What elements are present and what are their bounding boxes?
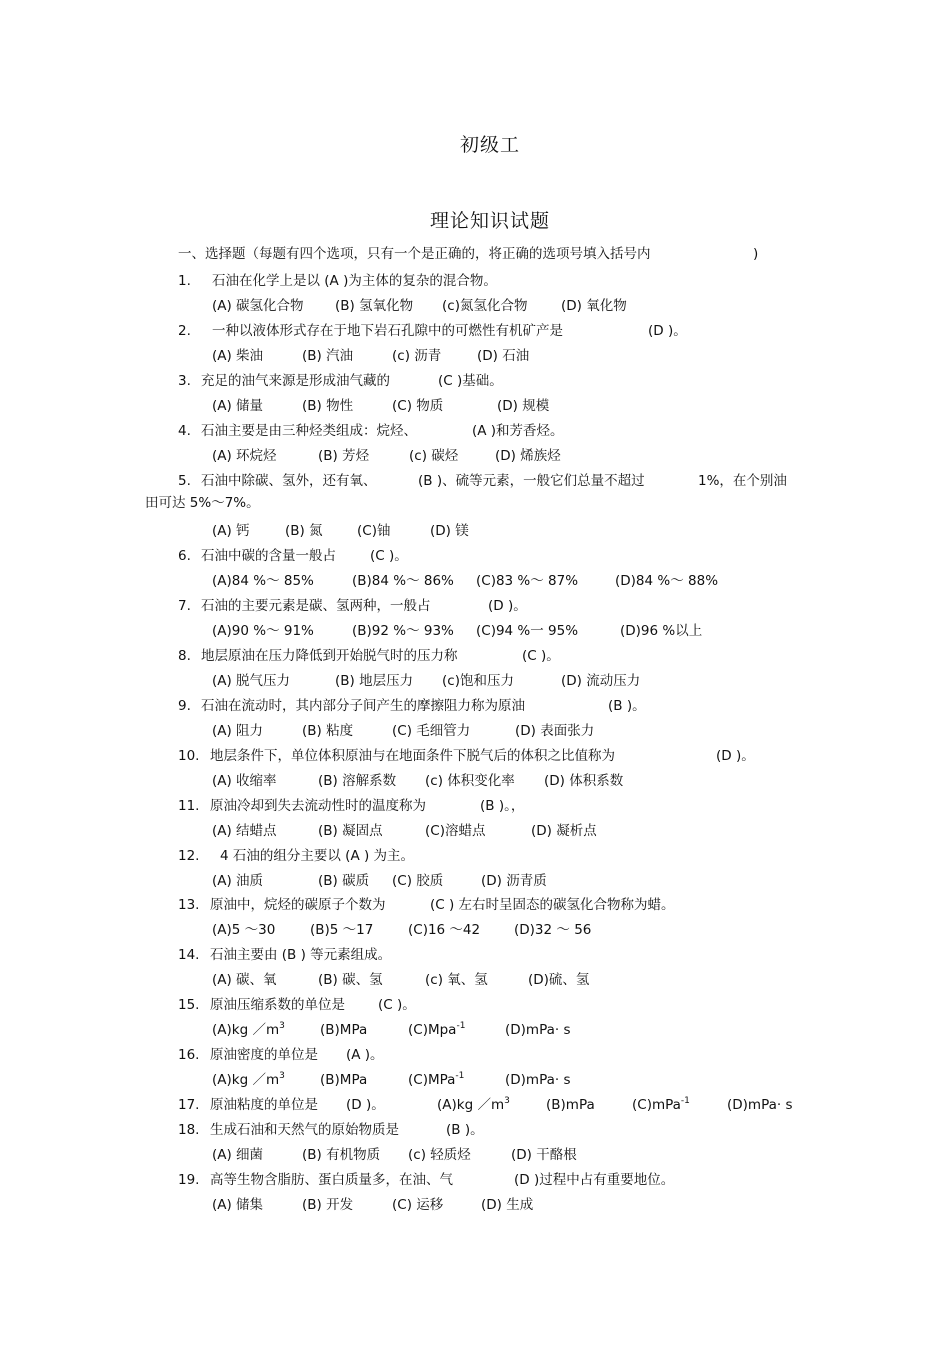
question-number: 13.: [178, 897, 200, 913]
superscript-cube: 3: [279, 1071, 285, 1081]
option-b: (B) 开发: [302, 1197, 354, 1213]
option-b: (B) 芳烃: [318, 448, 370, 464]
question-10: [178, 747, 755, 765]
question-number: 4.: [178, 423, 191, 439]
option-b: (B)5 ～17: [310, 922, 374, 938]
question-text: 石油在流动时，其内部分子间产生的摩擦阻力称为原油: [201, 698, 525, 714]
option-a: (A) 脱气压力: [212, 673, 291, 689]
option-c: [632, 1096, 690, 1114]
option-d: (D) 凝析点: [531, 823, 597, 839]
section-intro-text: 一、选择题（每题有四个选项，只有一个是正确的，将正确的选项号填入括号内: [178, 246, 651, 262]
question-number: 5.: [178, 473, 191, 489]
option-c: (C)94 %一 95%: [476, 623, 579, 639]
question-text: 原油密度的单位是: [210, 1047, 318, 1063]
option-c: (C)溶蜡点: [425, 823, 486, 839]
question-answer: (B )、硫等元素，一般它们总量不超过: [418, 473, 645, 489]
question-text: 4 石油的组分主要以 (A ) 为主。: [220, 848, 415, 864]
question-13: [178, 896, 675, 914]
question-number: 8.: [178, 648, 191, 664]
superscript-cube: 3: [504, 1096, 510, 1106]
question-number: 14.: [178, 947, 200, 963]
question-number: 10.: [178, 748, 200, 764]
question-number: 19.: [178, 1172, 200, 1188]
question-number: 15.: [178, 997, 200, 1013]
option-a: (A) 钙: [212, 523, 250, 539]
option-a-text: (A)kg ／m: [212, 1022, 280, 1038]
option-a: (A) 储集: [212, 1197, 264, 1213]
option-c: (C) 运移: [392, 1197, 444, 1213]
option-d: (D)mPa· s: [727, 1097, 793, 1113]
question-text: 生成石油和天然气的原始物质是: [210, 1122, 399, 1138]
document-heading: 初级工: [459, 134, 520, 156]
option-b: (B) 粘度: [302, 723, 354, 739]
question-answer: (D )。: [488, 598, 527, 614]
question-text: 原油中，烷烃的碳原子个数为: [210, 897, 386, 913]
option-b: (B)84 %～ 86%: [352, 573, 454, 589]
question-7: [178, 597, 527, 615]
question-number: 9.: [178, 698, 191, 714]
question-12: [178, 847, 415, 865]
option-d: (D) 镁: [430, 523, 469, 539]
question-5: [178, 472, 787, 490]
question-text: 石油的主要元素是碳、氢两种，一般占: [201, 598, 431, 614]
option-b: (B) 氢氧化物: [335, 298, 414, 314]
option-b: (B)MPa: [320, 1072, 368, 1088]
option-d: (D)84 %～ 88%: [615, 573, 719, 589]
option-a: [212, 1021, 285, 1039]
option-b: (B) 碳质: [318, 873, 370, 889]
option-c: [408, 1071, 464, 1089]
question-number: 12.: [178, 848, 200, 864]
question-text: 原油粘度的单位是: [210, 1097, 318, 1113]
option-b: (B) 凝固点: [318, 823, 383, 839]
question-text: 石油在化学上是以 (A )为主体的复杂的混合物。: [212, 273, 497, 289]
question-text: 充足的油气来源是形成油气藏的: [201, 373, 390, 389]
question-18: [178, 1121, 484, 1139]
question-text: 原油压缩系数的单位是: [210, 997, 345, 1013]
option-b: (B) 物性: [302, 398, 354, 414]
option-a: (A) 储量: [212, 398, 264, 414]
question-14: [178, 946, 392, 964]
question-number: 18.: [178, 1122, 200, 1138]
option-a: (A)90 %～ 91%: [212, 623, 314, 639]
option-c: (c)氮氢化合物: [442, 298, 528, 314]
option-b: (B)mPa: [546, 1097, 595, 1113]
option-d: (D) 生成: [481, 1197, 534, 1213]
question-5-continuation: 田可达 5%～7%。: [145, 495, 260, 511]
option-a: (A) 碳氢化合物: [212, 298, 304, 314]
question-number: 11.: [178, 798, 200, 814]
option-a: (A) 收缩率: [212, 773, 277, 789]
option-b: (B) 溶解系数: [318, 773, 397, 789]
option-d: (D) 氧化物: [561, 298, 627, 314]
option-a: [437, 1096, 510, 1114]
option-a-text: (A)kg ／m: [437, 1097, 505, 1113]
question-text: 石油中除碳、氢外，还有氧、: [201, 473, 377, 489]
option-c: (C)16 ～42: [408, 922, 481, 938]
option-d: (D)mPa· s: [505, 1022, 571, 1038]
question-answer: (A )。: [346, 1047, 384, 1063]
option-c-text: (C)Mpa: [408, 1022, 457, 1038]
superscript-neg-one: -1: [455, 1071, 465, 1081]
question-answer: (C ) 左右时呈固态的碳氢化合物称为蜡。: [430, 897, 675, 913]
question-text: 高等生物含脂肪、蛋白质量多，在油、气: [210, 1172, 453, 1188]
question-number: 16.: [178, 1047, 200, 1063]
option-c: (C)83 %～ 87%: [476, 573, 579, 589]
option-d: (D) 表面张力: [515, 723, 595, 739]
question-text: 石油主要是由三种烃类组成：烷烃、: [201, 423, 417, 439]
question-number: 6.: [178, 548, 191, 564]
question-text: 石油中碳的含量一般占: [201, 548, 336, 564]
question-answer: (D )。: [346, 1097, 385, 1113]
option-d: (D) 石油: [477, 348, 530, 364]
question-15: [178, 996, 416, 1014]
option-c: (c)饱和压力: [442, 673, 514, 689]
question-number: 1.: [178, 273, 191, 289]
option-a: (A) 结蜡点: [212, 823, 277, 839]
option-c: (c) 体积变化率: [425, 773, 515, 789]
option-c: (c) 轻质烃: [408, 1147, 471, 1163]
option-c: (c) 沥青: [392, 348, 442, 364]
question-text: 地层原油在压力降低到开始脱气时的压力称: [201, 648, 458, 664]
question-number: 7.: [178, 598, 191, 614]
option-d: (D) 干酪根: [511, 1147, 577, 1163]
option-c-text: (C)MPa: [408, 1072, 456, 1088]
question-answer: (C )。: [378, 997, 416, 1013]
section-intro-close: ): [753, 246, 759, 262]
question-answer: (B )。: [608, 698, 646, 714]
option-a: (A) 柴油: [212, 348, 264, 364]
option-d: (D)32 ～ 56: [514, 922, 592, 938]
option-a: [212, 1071, 285, 1089]
option-d: (D)硫、氢: [528, 972, 590, 988]
option-c: (c) 碳烃: [409, 448, 459, 464]
option-b: (B)92 %～ 93%: [352, 623, 454, 639]
option-a: (A)84 %～ 85%: [212, 573, 314, 589]
option-d: (D) 体积系数: [544, 773, 624, 789]
question-3: [178, 372, 503, 390]
option-a: (A) 阻力: [212, 723, 264, 739]
option-d: (D)96 %以上: [620, 623, 703, 639]
option-d: (D)mPa· s: [505, 1072, 571, 1088]
option-a: (A) 环烷烃: [212, 448, 277, 464]
option-b: (B)MPa: [320, 1022, 368, 1038]
option-b: (B) 有机物质: [302, 1147, 381, 1163]
option-a: (A) 油质: [212, 873, 264, 889]
question-answer: (C )基础。: [438, 373, 503, 389]
option-a: (A) 细菌: [212, 1147, 264, 1163]
superscript-cube: 3: [279, 1021, 285, 1031]
option-c-text: (C)mPa: [632, 1097, 681, 1113]
question-number: 2.: [178, 323, 191, 339]
option-c: (C) 毛细管力: [392, 723, 471, 739]
question-6: [178, 547, 408, 565]
document-subheading: 理论知识试题: [429, 210, 550, 232]
option-d: (D) 规模: [497, 398, 550, 414]
question-answer: (D )过程中占有重要地位。: [514, 1172, 675, 1188]
option-c: [408, 1021, 465, 1039]
option-b: (B) 氮: [285, 523, 323, 539]
question-number: 3.: [178, 373, 191, 389]
question-19: [178, 1171, 675, 1189]
question-answer: (C )。: [370, 548, 408, 564]
option-a: (A)5 ～30: [212, 922, 276, 938]
superscript-neg-one: -1: [456, 1021, 466, 1031]
option-a-text: (A)kg ／m: [212, 1072, 280, 1088]
question-11: [178, 797, 525, 815]
option-a: (A) 碳、氧: [212, 972, 277, 988]
question-answer: (A )和芳香烃。: [472, 423, 564, 439]
option-c: (C)铀: [357, 523, 391, 539]
question-text: 原油冷却到失去流动性时的温度称为: [210, 798, 426, 814]
superscript-neg-one: -1: [680, 1096, 690, 1106]
question-2: [178, 322, 687, 340]
option-d: (D) 流动压力: [561, 673, 641, 689]
option-d: (D) 沥青质: [481, 873, 547, 889]
option-b: (B) 汽油: [302, 348, 354, 364]
question-text: 石油主要由 (B ) 等元素组成。: [210, 947, 392, 963]
question-answer: (B )。: [446, 1122, 484, 1138]
question-number: 17.: [178, 1097, 200, 1113]
question-8: [178, 647, 560, 665]
question-answer: (D )。: [648, 323, 687, 339]
option-c: (c) 氧、氢: [425, 972, 488, 988]
option-c: (C) 胶质: [392, 873, 444, 889]
option-c: (C) 物质: [392, 398, 444, 414]
question-9: [178, 697, 646, 715]
option-b: (B) 地层压力: [335, 673, 414, 689]
question-text: 地层条件下，单位体积原油与在地面条件下脱气后的体积之比值称为: [210, 748, 615, 764]
option-b: (B) 碳、氢: [318, 972, 383, 988]
question-4: [178, 422, 564, 440]
question-answer: (B )。，: [480, 798, 525, 814]
question-text: 一种以液体形式存在于地下岩石孔隙中的可燃性有机矿产是: [212, 323, 563, 339]
option-d: (D) 烯族烃: [495, 448, 561, 464]
question-extra: 1%，在个别油: [698, 473, 787, 489]
question-answer: (D )。: [716, 748, 755, 764]
question-answer: (C )。: [522, 648, 560, 664]
question-1: [178, 272, 497, 290]
question-16: [178, 1046, 384, 1064]
question-17: [178, 1096, 858, 1114]
section-intro: [178, 245, 759, 263]
